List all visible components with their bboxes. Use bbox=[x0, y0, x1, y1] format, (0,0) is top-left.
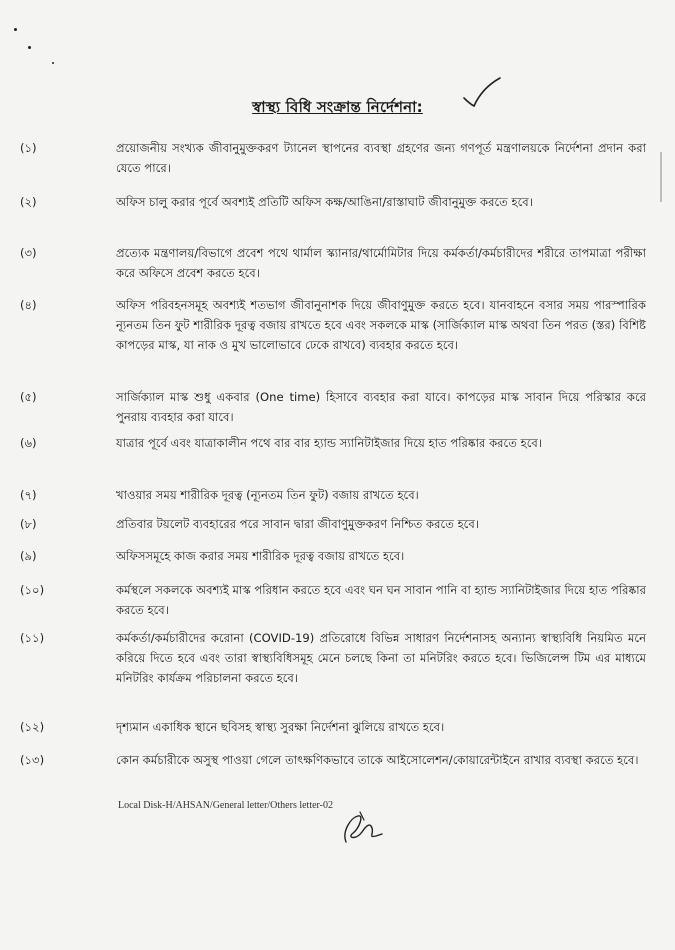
list-item bbox=[20, 192, 646, 212]
item-number: (৫) bbox=[20, 390, 37, 404]
list-item bbox=[20, 580, 646, 620]
item-number: (৪) bbox=[20, 298, 37, 312]
item-text: প্রত্যেক মন্ত্রণালয়/বিভাগে প্রবেশ পথে থার্মাল স্ক্যানার/থার্মোমিটার দিয়ে কর্মকর্তা/কর্মচারীদের শরীরে তাপমাত্রা পরীক্ষা করে অফিসে প্রবেশ করতে হবে। bbox=[116, 246, 646, 280]
list-item bbox=[20, 243, 646, 283]
item-text: কোন কর্মচারীকে অসুস্থ পাওয়া গেলে তাৎক্ষণিকভাবে তাকে আইসোলেশন/কোয়ারেন্টাইনে রাখার ব্যবস্থা করতে হবে। bbox=[116, 753, 639, 767]
list-item bbox=[20, 546, 646, 566]
item-text: অফিস চালু করার পূর্বে অবশ্যই প্রতিটি অফিস কক্ষ/আঙিনা/রাস্তাঘাট জীবানুমুক্ত করতে হবে। bbox=[116, 195, 533, 209]
item-text: কর্মকর্তা/কর্মচারীদের করোনা (COVID-19) প্রতিরোধে বিভিন্ন সাধারণ নির্দেশনাসহ অন্যান্য স্বাস্থ্যবিধি নিয়মিত মনে করিয়ে দিতে হবে এবং তারা স্বাস্থ্যবিধিসমূহ মেনে চলছে কিনা তা মনিটরিং করতে হবে। ভিজিলেন্স টিম এর মাধ্যমে মনিটরিং কার্যক্রম পরিচালনা করতে হবে। bbox=[116, 631, 646, 685]
list-item bbox=[20, 138, 646, 178]
item-number: (২) bbox=[20, 195, 37, 209]
signature-icon bbox=[336, 808, 384, 848]
item-text: প্রতিবার টয়লেট ব্যবহারের পরে সাবান দ্বারা জীবাণুমুক্তকরণ নিশ্চিত করতে হবে। bbox=[116, 517, 479, 531]
list-item bbox=[20, 433, 646, 453]
item-text: অফিসসমূহে কাজ করার সময় শারীরিক দূরত্ব বজায় রাখতে হবে। bbox=[116, 549, 405, 563]
list-item bbox=[20, 387, 646, 427]
margin-mark bbox=[660, 152, 662, 202]
item-number: (১) bbox=[20, 141, 37, 155]
item-text: সার্জিক্যাল মাস্ক শুধু একবার (One time) হিসাবে ব্যবহার করা যাবে। কাপড়ের মাস্ক সাবান দিয়ে পরিস্কার করে পুনরায় ব্যবহার করা যাবে। bbox=[116, 390, 646, 424]
item-text: খাওয়ার সময় শারীরিক দূরত্ব (ন্যূনতম তিন ফুট) বজায় রাখতে হবে। bbox=[116, 488, 419, 502]
list-item bbox=[20, 514, 646, 534]
dust-speck bbox=[28, 46, 31, 49]
item-number: (৩) bbox=[20, 246, 37, 260]
item-number: (৯) bbox=[20, 549, 37, 563]
dust-speck bbox=[52, 62, 54, 64]
list-item bbox=[20, 295, 646, 355]
item-text: অফিস পরিবহনসমূহ অবশ্যই শতভাগ জীবানুনাশক দিয়ে জীবাণুমুক্ত করতে হবে। যানবাহনে বসার সময় পারস্পারিক ন্যূনতম তিন ফুট শারীরিক দূরত্ব বজায় রাখতে হবে এবং সকলকে মাস্ক (সার্জিক্যাল মাস্ক অথবা তিন পরত (স্তর) বিশিষ্ট কাপড়ের মাস্ক, যা নাক ও মুখ ভালোভাবে ঢেকে রাখবে) ব্যবহার করতে হবে। bbox=[116, 298, 646, 352]
item-number: (১৩) bbox=[20, 753, 45, 767]
item-number: (৭) bbox=[20, 488, 37, 502]
item-number: (৮) bbox=[20, 517, 37, 531]
item-text: কর্মস্থলে সকলকে অবশ্যই মাস্ক পরিধান করতে হবে এবং ঘন ঘন সাবান পানি বা হ্যান্ড স্যানিটাইজার দিয়ে হাত পরিষ্কার করতে হবে। bbox=[116, 583, 646, 617]
item-number: (৬) bbox=[20, 436, 37, 450]
list-item bbox=[20, 628, 646, 688]
item-text: দৃশ্যমান একাধিক স্থানে ছবিসহ স্বাস্থ্য সুরক্ষা নির্দেশনা ঝুলিয়ে রাখতে হবে। bbox=[116, 720, 445, 734]
list-item bbox=[20, 485, 646, 505]
checkmark-icon bbox=[462, 74, 502, 110]
file-path-footer: Local Disk-H/AHSAN/General letter/Others letter-02 bbox=[118, 800, 334, 811]
item-number: (১১) bbox=[20, 631, 45, 645]
item-number: (১২) bbox=[20, 720, 45, 734]
dust-speck bbox=[14, 28, 17, 31]
document-title: স্বাস্থ্য বিধি সংক্রান্ত নির্দেশনা: bbox=[252, 98, 423, 116]
list-item bbox=[20, 750, 646, 770]
list-item bbox=[20, 717, 646, 737]
item-number: (১০) bbox=[20, 583, 45, 597]
item-text: যাত্রার পূর্বে এবং যাত্রাকালীন পথে বার বার হ্যান্ড স্যানিটাইজার দিয়ে হাত পরিষ্কার করতে হবে। bbox=[116, 436, 542, 450]
item-text: প্রয়োজনীয় সংখ্যক জীবানুমুক্তকরণ ট্যানেল স্থাপনের ব্যবস্থা গ্রহণের জন্য গণপূর্ত মন্ত্রণালয়কে নির্দেশনা প্রদান করা যেতে পারে। bbox=[116, 141, 646, 175]
